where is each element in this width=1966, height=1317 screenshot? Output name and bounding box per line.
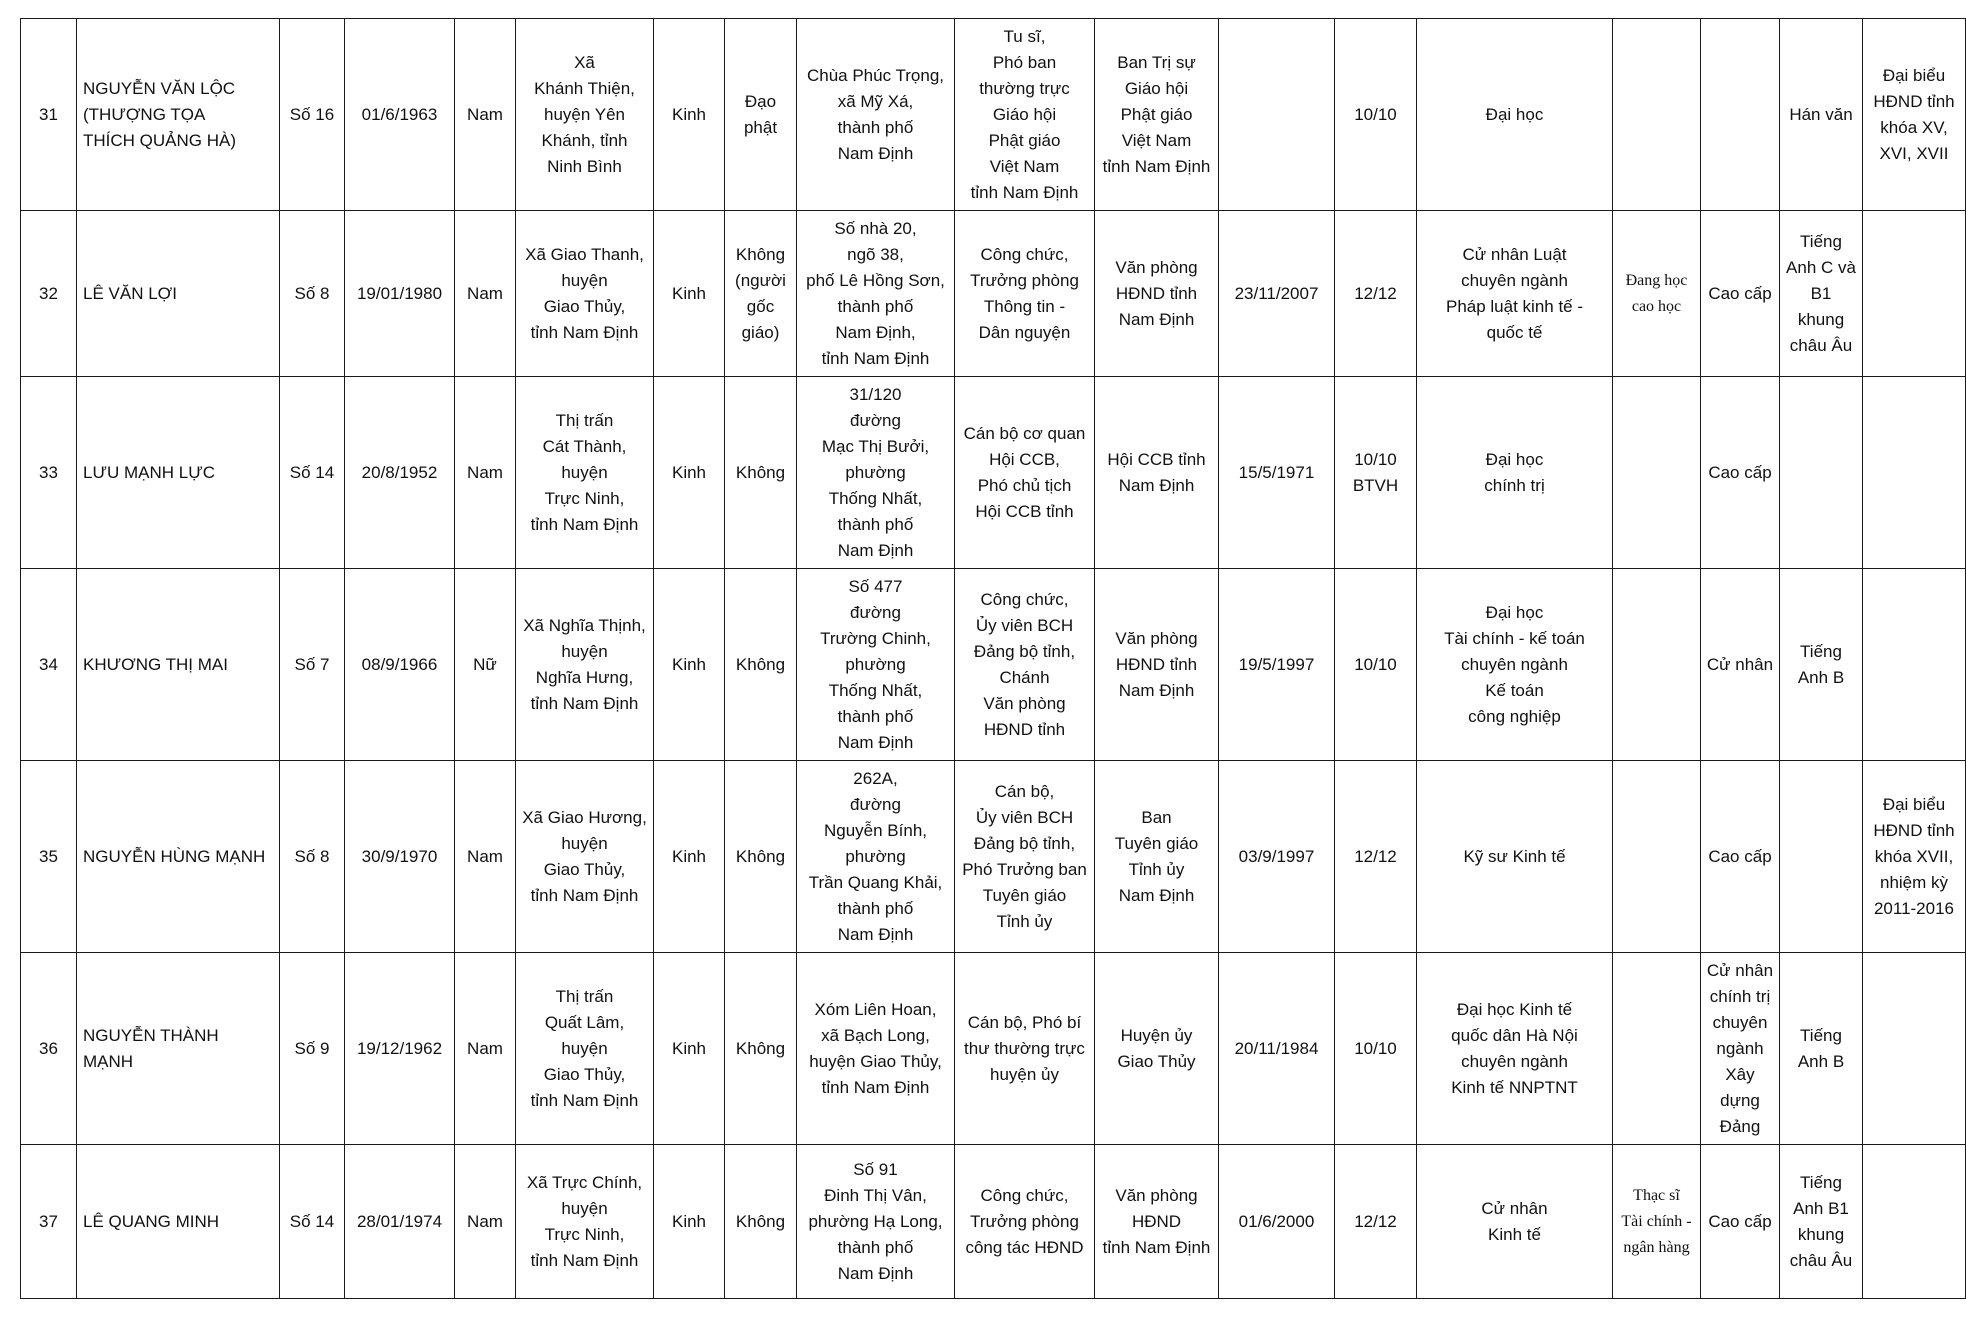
- dob-cell: 20/8/1952: [345, 377, 455, 569]
- ethnicity-cell: Kinh: [654, 1145, 725, 1299]
- residence-cell: Xóm Liên Hoan, xã Bạch Long, huyện Giao Thủy, tỉnh Nam Định: [797, 953, 955, 1145]
- table-row: [21, 569, 1966, 761]
- party-date-cell: 03/9/1997: [1219, 761, 1335, 953]
- degree-cell: [1613, 761, 1701, 953]
- delegate-cell: [1863, 211, 1966, 377]
- degree-cell: [1613, 19, 1701, 211]
- religion-cell: Đạo phật: [725, 19, 797, 211]
- hometown-cell: Xã Giao Thanh, huyện Giao Thủy, tỉnh Nam Định: [516, 211, 654, 377]
- ethnicity-cell: Kinh: [654, 211, 725, 377]
- specialty-cell: Kỹ sư Kinh tế: [1417, 761, 1613, 953]
- delegate-cell: [1863, 377, 1966, 569]
- political-cell: Cao cấp: [1701, 1145, 1780, 1299]
- hometown-cell: Thị trấn Quất Lâm, huyện Giao Thủy, tỉnh Nam Định: [516, 953, 654, 1145]
- stt-cell: 34: [21, 569, 77, 761]
- position-cell: Tu sĩ, Phó ban thường trực Giáo hội Phật giáo Việt Nam tỉnh Nam Định: [955, 19, 1095, 211]
- dob-cell: 19/01/1980: [345, 211, 455, 377]
- residence-cell: Chùa Phúc Trọng, xã Mỹ Xá, thành phố Nam Định: [797, 19, 955, 211]
- hometown-cell: Xã Giao Hương, huyện Giao Thủy, tỉnh Nam Định: [516, 761, 654, 953]
- party-date-cell: 19/5/1997: [1219, 569, 1335, 761]
- political-cell: Cao cấp: [1701, 761, 1780, 953]
- residence-cell: Số 91 Đinh Thị Vân, phường Hạ Long, thành phố Nam Định: [797, 1145, 955, 1299]
- general-edu-cell: 12/12: [1335, 761, 1417, 953]
- workplace-cell: Ban Tuyên giáo Tỉnh ủy Nam Định: [1095, 761, 1219, 953]
- general-edu-cell: 12/12: [1335, 211, 1417, 377]
- degree-cell: [1613, 953, 1701, 1145]
- ethnicity-cell: Kinh: [654, 377, 725, 569]
- gender-cell: Nam: [455, 953, 516, 1145]
- name-cell: KHƯƠNG THỊ MAI: [77, 569, 280, 761]
- religion-cell: Không: [725, 761, 797, 953]
- hometown-cell: Xã Nghĩa Thịnh, huyện Nghĩa Hưng, tỉnh Nam Định: [516, 569, 654, 761]
- stt-cell: 31: [21, 19, 77, 211]
- political-cell: Cử nhân: [1701, 569, 1780, 761]
- stt-cell: 37: [21, 1145, 77, 1299]
- language-cell: Tiếng Anh B: [1780, 569, 1863, 761]
- table-row: [21, 953, 1966, 1145]
- party-date-cell: 01/6/2000: [1219, 1145, 1335, 1299]
- table-row: [21, 761, 1966, 953]
- workplace-cell: Văn phòng HĐND tỉnh Nam Định: [1095, 211, 1219, 377]
- gender-cell: Nữ: [455, 569, 516, 761]
- name-cell: LÊ QUANG MINH: [77, 1145, 280, 1299]
- position-cell: Cán bộ, Phó bí thư thường trực huyện ủy: [955, 953, 1095, 1145]
- dob-cell: 30/9/1970: [345, 761, 455, 953]
- position-cell: Công chức, Ủy viên BCH Đảng bộ tỉnh, Chánh Văn phòng HĐND tỉnh: [955, 569, 1095, 761]
- general-edu-cell: 10/10: [1335, 569, 1417, 761]
- delegate-cell: [1863, 569, 1966, 761]
- unit-cell: Số 8: [280, 761, 345, 953]
- hometown-cell: Thị trấn Cát Thành, huyện Trực Ninh, tỉnh Nam Định: [516, 377, 654, 569]
- political-cell: [1701, 19, 1780, 211]
- degree-cell: Thạc sĩ Tài chính - ngân hàng: [1613, 1145, 1701, 1299]
- language-cell: Hán văn: [1780, 19, 1863, 211]
- religion-cell: Không: [725, 1145, 797, 1299]
- political-cell: Cao cấp: [1701, 377, 1780, 569]
- residence-cell: 262A, đường Nguyễn Bính, phường Trần Quang Khải, thành phố Nam Định: [797, 761, 955, 953]
- religion-cell: Không: [725, 953, 797, 1145]
- party-date-cell: 15/5/1971: [1219, 377, 1335, 569]
- workplace-cell: Văn phòng HĐND tỉnh Nam Định: [1095, 569, 1219, 761]
- party-date-cell: 20/11/1984: [1219, 953, 1335, 1145]
- ethnicity-cell: Kinh: [654, 761, 725, 953]
- unit-cell: Số 9: [280, 953, 345, 1145]
- language-cell: [1780, 761, 1863, 953]
- table-row: [21, 211, 1966, 377]
- workplace-cell: Văn phòng HĐND tỉnh Nam Định: [1095, 1145, 1219, 1299]
- general-edu-cell: 10/10 BTVH: [1335, 377, 1417, 569]
- language-cell: Tiếng Anh C và B1 khung châu Âu: [1780, 211, 1863, 377]
- political-cell: Cử nhân chính trị chuyên ngành Xây dựng Đảng: [1701, 953, 1780, 1145]
- residence-cell: Số nhà 20, ngõ 38, phố Lê Hồng Sơn, thành phố Nam Định, tỉnh Nam Định: [797, 211, 955, 377]
- unit-cell: Số 7: [280, 569, 345, 761]
- language-cell: Tiếng Anh B1 khung châu Âu: [1780, 1145, 1863, 1299]
- religion-cell: Không (người gốc giáo): [725, 211, 797, 377]
- gender-cell: Nam: [455, 761, 516, 953]
- gender-cell: Nam: [455, 211, 516, 377]
- degree-cell: [1613, 569, 1701, 761]
- dob-cell: 01/6/1963: [345, 19, 455, 211]
- specialty-cell: Cử nhân Luật chuyên ngành Pháp luật kinh tế - quốc tế: [1417, 211, 1613, 377]
- workplace-cell: Ban Trị sự Giáo hội Phật giáo Việt Nam tỉnh Nam Định: [1095, 19, 1219, 211]
- gender-cell: Nam: [455, 377, 516, 569]
- stt-cell: 35: [21, 761, 77, 953]
- stt-cell: 33: [21, 377, 77, 569]
- ethnicity-cell: Kinh: [654, 19, 725, 211]
- general-edu-cell: 10/10: [1335, 953, 1417, 1145]
- dob-cell: 19/12/1962: [345, 953, 455, 1145]
- table-row: [21, 1145, 1966, 1299]
- delegate-cell: Đại biểu HĐND tỉnh khóa XV, XVI, XVII: [1863, 19, 1966, 211]
- language-cell: Tiếng Anh B: [1780, 953, 1863, 1145]
- delegate-cell: [1863, 1145, 1966, 1299]
- name-cell: NGUYỄN VĂN LỘC (THƯỢNG TỌA THÍCH QUẢNG HÀ): [77, 19, 280, 211]
- position-cell: Công chức, Trưởng phòng Thông tin - Dân nguyện: [955, 211, 1095, 377]
- position-cell: Công chức, Trưởng phòng công tác HĐND: [955, 1145, 1095, 1299]
- candidate-table: [20, 18, 1966, 1299]
- dob-cell: 08/9/1966: [345, 569, 455, 761]
- unit-cell: Số 16: [280, 19, 345, 211]
- language-cell: [1780, 377, 1863, 569]
- name-cell: LƯU MẠNH LỰC: [77, 377, 280, 569]
- religion-cell: Không: [725, 569, 797, 761]
- stt-cell: 36: [21, 953, 77, 1145]
- specialty-cell: Đại học Kinh tế quốc dân Hà Nội chuyên ngành Kinh tế NNPTNT: [1417, 953, 1613, 1145]
- table-row: [21, 377, 1966, 569]
- position-cell: Cán bộ cơ quan Hội CCB, Phó chủ tịch Hội CCB tỉnh: [955, 377, 1095, 569]
- hometown-cell: Xã Trực Chính, huyện Trực Ninh, tỉnh Nam Định: [516, 1145, 654, 1299]
- residence-cell: 31/120 đường Mạc Thị Bưởi, phường Thống Nhất, thành phố Nam Định: [797, 377, 955, 569]
- unit-cell: Số 8: [280, 211, 345, 377]
- name-cell: NGUYỄN THÀNH MẠNH: [77, 953, 280, 1145]
- delegate-cell: [1863, 953, 1966, 1145]
- degree-cell: [1613, 377, 1701, 569]
- dob-cell: 28/01/1974: [345, 1145, 455, 1299]
- gender-cell: Nam: [455, 19, 516, 211]
- specialty-cell: Đại học: [1417, 19, 1613, 211]
- specialty-cell: Cử nhân Kinh tế: [1417, 1145, 1613, 1299]
- workplace-cell: Hội CCB tỉnh Nam Định: [1095, 377, 1219, 569]
- ethnicity-cell: Kinh: [654, 953, 725, 1145]
- unit-cell: Số 14: [280, 377, 345, 569]
- general-edu-cell: 10/10: [1335, 19, 1417, 211]
- political-cell: Cao cấp: [1701, 211, 1780, 377]
- name-cell: LÊ VĂN LỢI: [77, 211, 280, 377]
- party-date-cell: 23/11/2007: [1219, 211, 1335, 377]
- delegate-cell: Đại biểu HĐND tỉnh khóa XVII, nhiệm kỳ 2011-2016: [1863, 761, 1966, 953]
- stt-cell: 32: [21, 211, 77, 377]
- party-date-cell: [1219, 19, 1335, 211]
- general-edu-cell: 12/12: [1335, 1145, 1417, 1299]
- gender-cell: Nam: [455, 1145, 516, 1299]
- workplace-cell: Huyện ủy Giao Thủy: [1095, 953, 1219, 1145]
- religion-cell: Không: [725, 377, 797, 569]
- specialty-cell: Đại học chính trị: [1417, 377, 1613, 569]
- residence-cell: Số 477 đường Trường Chinh, phường Thống Nhất, thành phố Nam Định: [797, 569, 955, 761]
- name-cell: NGUYỄN HÙNG MẠNH: [77, 761, 280, 953]
- ethnicity-cell: Kinh: [654, 569, 725, 761]
- unit-cell: Số 14: [280, 1145, 345, 1299]
- degree-cell: Đang học cao học: [1613, 211, 1701, 377]
- position-cell: Cán bộ, Ủy viên BCH Đảng bộ tỉnh, Phó Trưởng ban Tuyên giáo Tỉnh ủy: [955, 761, 1095, 953]
- hometown-cell: Xã Khánh Thiện, huyện Yên Khánh, tỉnh Ninh Bình: [516, 19, 654, 211]
- table-row: [21, 19, 1966, 211]
- specialty-cell: Đại học Tài chính - kế toán chuyên ngành Kế toán công nghiệp: [1417, 569, 1613, 761]
